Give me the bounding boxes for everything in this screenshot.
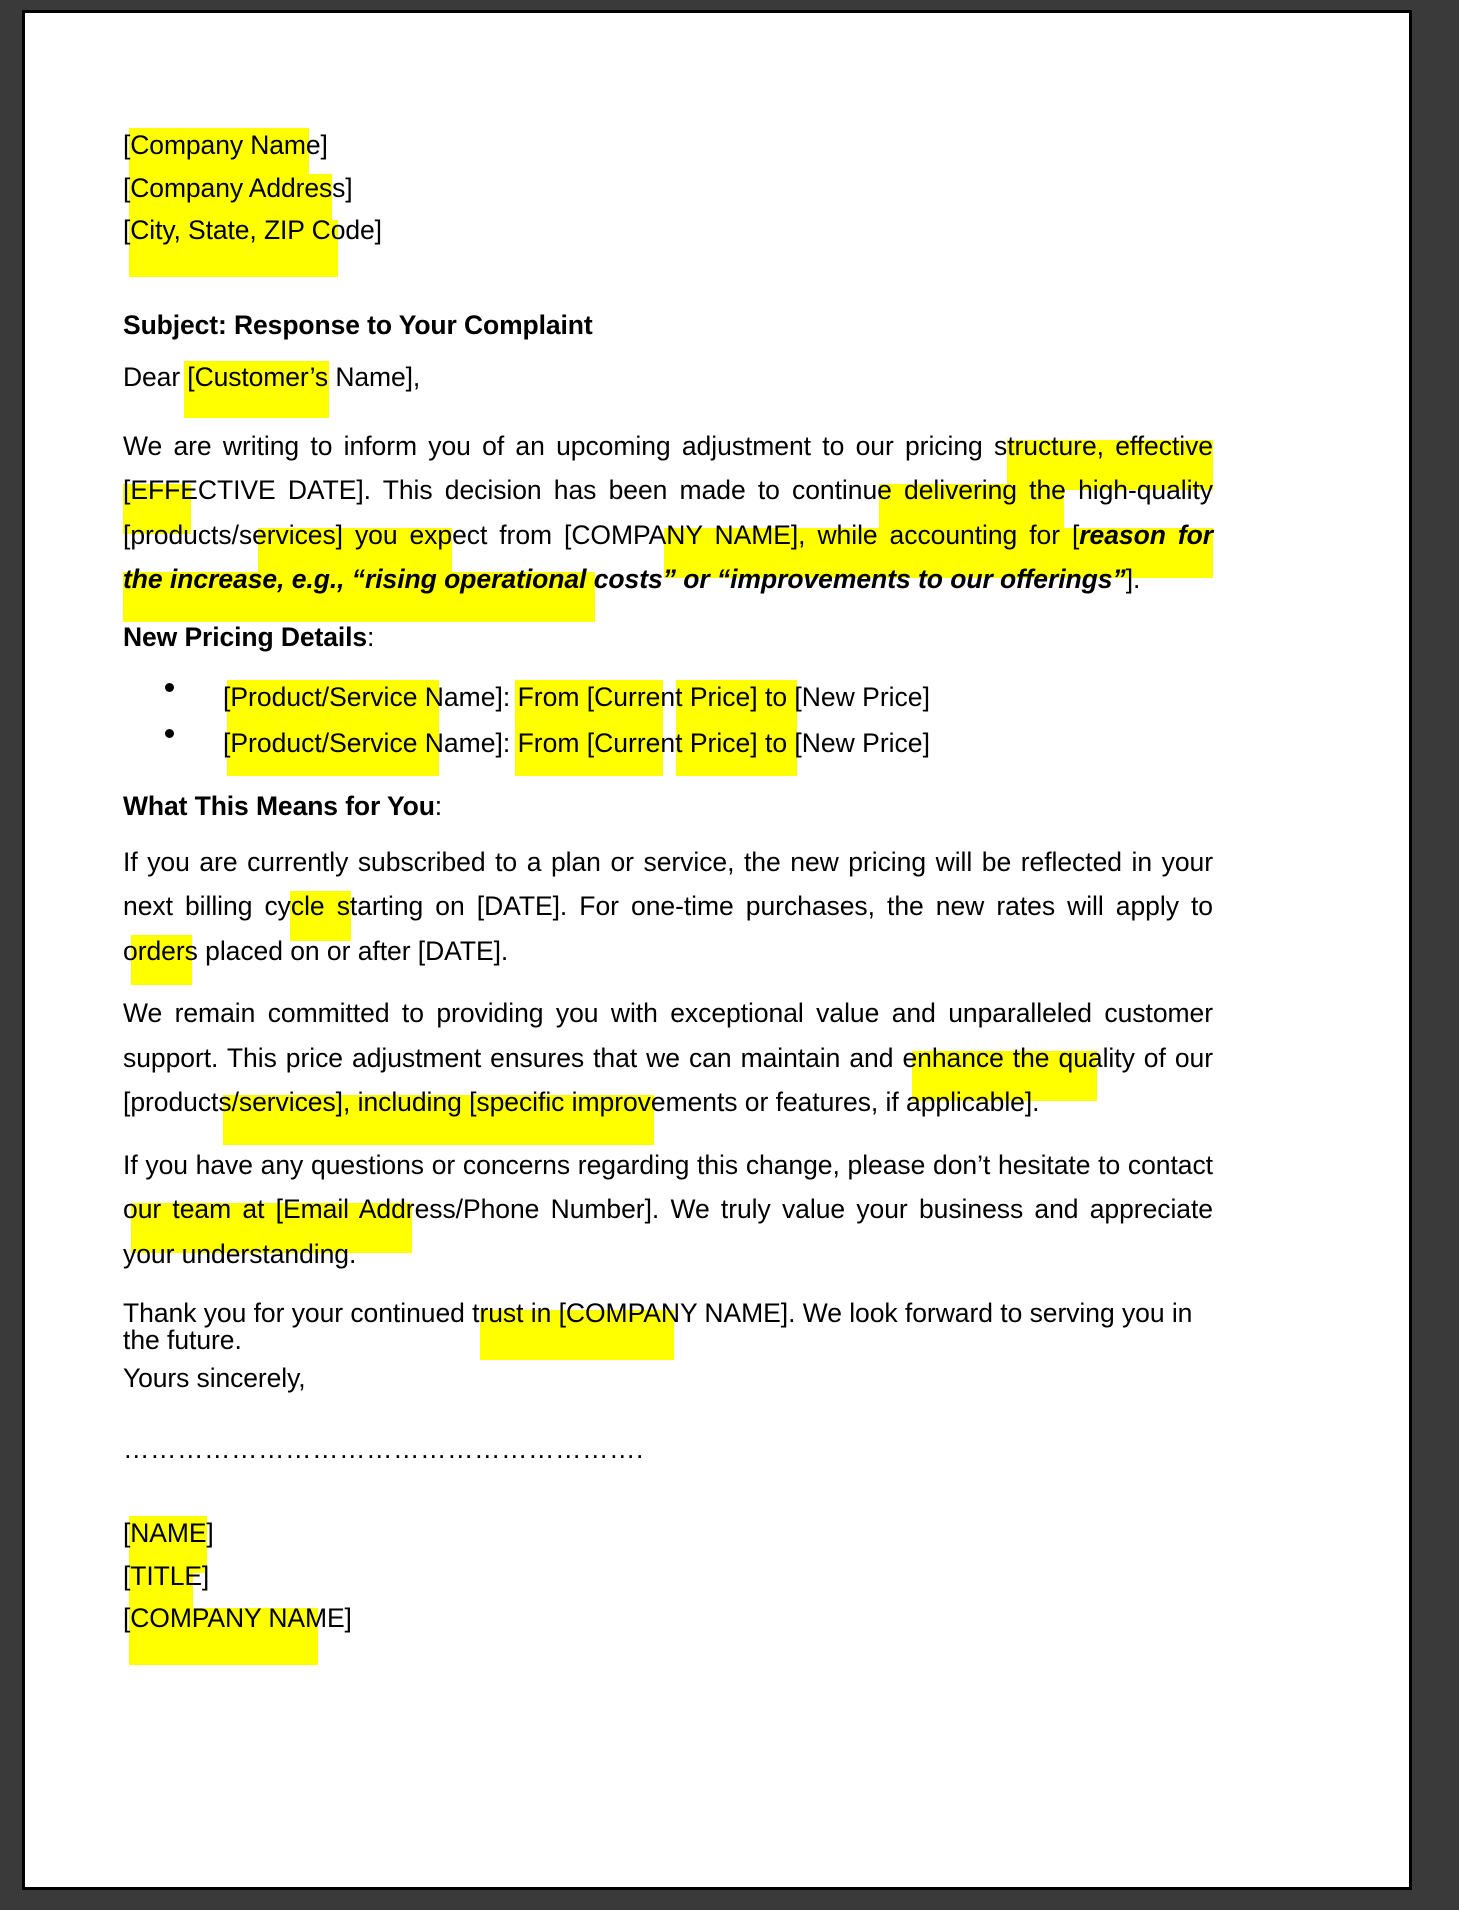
- p3-segment-2: ], including [: [335, 1087, 477, 1117]
- bullet-1-mid: ]: From [: [495, 682, 595, 712]
- paragraph-billing-cycle: [123, 840, 1213, 974]
- heading-new-pricing-details-colon: :: [367, 621, 375, 652]
- p3-segment-1: We remain committed to providing you with exceptional value and unparalleled customer support. This price adjustment ensures that we can maintain and enhance the quality of our [: [123, 998, 1213, 1117]
- bullet-2-mid2: ] to [: [750, 728, 802, 758]
- signature-title-line: [123, 1560, 1213, 1591]
- heading-what-this-means-text: What This Means for You: [123, 791, 435, 821]
- paragraph-pricing-intro-block: [123, 424, 1213, 602]
- closing-text: Yours sincerely,: [123, 1363, 306, 1393]
- p2-segment-1: If you are currently subscribed to a plan or service, the new pricing will be reflected in your next billing cycle starting on [: [123, 846, 1213, 921]
- bullet-2-product: Product/Service Name: [230, 728, 496, 758]
- heading-what-this-means: [123, 793, 1213, 820]
- p1-segment-1: We are writing to inform you of an upcoming adjustment to our pricing structure, effective [: [123, 430, 1213, 505]
- p3-specific-improvements: specific improvements or features, if applicable: [476, 1087, 1025, 1117]
- paragraph-commitment-block: [123, 991, 1213, 1125]
- bullet-1-new-price: New Price: [801, 682, 923, 712]
- p4-segment-1: If you have any questions or concerns regarding this change, please don’t hesitate to contact our team at [: [123, 1149, 1213, 1224]
- bullet-1-mid2: ] to [: [750, 682, 802, 712]
- signature-name-text: [NAME]: [123, 1518, 214, 1548]
- p2-date-1: DATE: [484, 891, 553, 921]
- paragraph-thankyou: [123, 1294, 1213, 1353]
- letterhead-block: [123, 116, 1213, 254]
- letterhead-company-name-text: [Company Name]: [123, 130, 328, 160]
- bullet-2-open: [: [223, 728, 231, 758]
- salutation-customer-name-text: Customer’s Name: [194, 361, 406, 392]
- bullet-2-mid: ]: From [: [495, 728, 595, 758]
- signature-company-text: [COMPANY NAME]: [123, 1603, 352, 1633]
- p1-segment-3: ] you expect from [: [335, 519, 572, 550]
- p1-segment-4: ], while accounting for [: [790, 519, 1080, 550]
- p5-segment-2: ]. We look forward to serving you in the future.: [123, 1298, 1193, 1355]
- paragraph-thankyou-block: [123, 1294, 1213, 1355]
- p1-segment-2: ]. This decision has been made to continue delivering the high-quality [: [123, 475, 1213, 550]
- p3-segment-3: ].: [1024, 1087, 1040, 1117]
- salutation-line: [123, 361, 1213, 392]
- p5-segment-1: Thank you for your continued trust in [: [123, 1298, 566, 1328]
- p4-email-phone: Email Address/Phone Number: [282, 1194, 645, 1224]
- p5-company-name: COMPANY NAME: [565, 1298, 781, 1328]
- bullet-1-product: Product/Service Name: [230, 682, 496, 712]
- document-page: [22, 10, 1412, 1890]
- p1-segment-5: ].: [1125, 564, 1141, 594]
- letterhead-line-company-address: [123, 172, 1213, 203]
- bullet-2-text: [223, 730, 930, 757]
- closing-line: [123, 1365, 1213, 1392]
- bullet-1-close: ]: [922, 682, 930, 712]
- bullet-1-current-price: Current Price: [594, 682, 751, 712]
- paragraph-pricing-intro: [123, 424, 1213, 602]
- paragraph-contact: [123, 1143, 1213, 1277]
- letterhead-city-state-zip-text: [City, State, ZIP Code]: [123, 215, 382, 245]
- list-item: [123, 676, 1213, 722]
- letterhead-line-city-state-zip: [123, 217, 1213, 244]
- bullet-point-icon: [165, 683, 174, 692]
- heading-what-this-means-colon: :: [434, 791, 443, 821]
- subject-line: [123, 312, 1213, 339]
- p3-products-services: products/services: [130, 1087, 336, 1117]
- paragraph-commitment: [123, 991, 1213, 1125]
- bullet-2-close: ]: [922, 728, 930, 758]
- p1-products-services: products/services: [130, 519, 336, 550]
- paragraph-contact-block: [123, 1143, 1213, 1277]
- signature-dotted-line: [123, 1433, 1213, 1464]
- signature-block: [123, 1504, 1213, 1644]
- bullet-1-open: [: [223, 682, 231, 712]
- subject-text: Subject: Response to Your Complaint: [123, 310, 593, 340]
- heading-new-pricing-details-text: New Pricing Details: [123, 621, 368, 652]
- signature-company-line: [123, 1605, 1213, 1632]
- p4-segment-2: ]. We truly value your business and appreciate your understanding.: [123, 1194, 1213, 1269]
- paragraph-billing-cycle-block: [123, 840, 1213, 974]
- p2-date-2: DATE: [425, 935, 494, 966]
- bullet-point-icon: [165, 729, 174, 738]
- p1-company-name: COMPANY NAME: [571, 519, 791, 550]
- salutation-prefix-text: Dear [: [123, 361, 195, 392]
- p2-segment-3: ].: [493, 935, 509, 966]
- p1-effective-date: EFFECTIVE DATE: [130, 475, 357, 505]
- salutation-suffix-text: ],: [405, 361, 421, 392]
- letter-body: [123, 116, 1213, 1644]
- p1-reason-italic: reason for the increase, e.g., “rising operational costs” or “improvements to our offerings”: [123, 519, 1214, 594]
- list-item: [123, 722, 1213, 768]
- pricing-bullet-list: [123, 676, 1213, 769]
- letterhead-company-address-text: [Company Address]: [123, 172, 353, 203]
- salutation-block: [123, 358, 1213, 404]
- letterhead-line-company-name: [123, 132, 1213, 159]
- heading-new-pricing-details: [123, 621, 1213, 652]
- p2-segment-2: ]. For one-time purchases, the new rates will apply to orders placed on or after [: [123, 891, 1213, 966]
- bullet-2-current-price: Current Price: [594, 728, 751, 758]
- bullet-2-new-price: New Price: [801, 728, 923, 758]
- signature-dotted-line-text: ………………………………………………….: [123, 1433, 644, 1464]
- bullet-1-text: [223, 684, 930, 711]
- signature-name-line: [123, 1520, 1213, 1547]
- signature-title-text: [TITLE]: [123, 1560, 210, 1591]
